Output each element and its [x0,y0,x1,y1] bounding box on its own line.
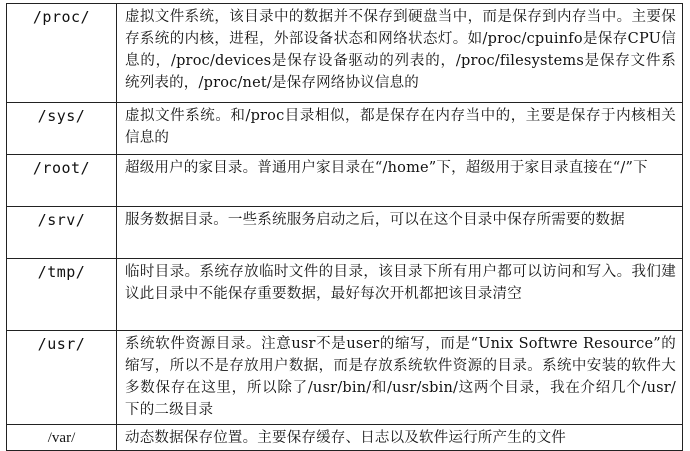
directory-path-cell: /sys/ [7,103,117,155]
table-row [7,155,683,207]
directory-path-cell: /tmp/ [7,259,117,331]
directory-description-cell: 虚拟文件系统，该目录中的数据并不保存到硬盘当中，而是保存到内存当中。主要保存系统的内核，进程，外部设备状态和网络状态灯。如/proc/cpuinfo是保存CPU信息的，/proc/devices是保存设备驱动的列表的，/proc/filesystems是保存文件系统列表的，/proc/net/是保存网络协议信息的 [117,4,683,103]
linux-directory-table [6,3,683,451]
table-row [7,207,683,259]
table-row [7,4,683,103]
directory-description-cell: 系统软件资源目录。注意usr不是user的缩写，而是“Unix Softwre Resource”的缩写，所以不是存放用户数据，而是存放系统软件资源的目录。系统中安装的软件大多数保存在这里，所以除了/usr/bin/和/usr/sbin/这两个目录，我在介绍几个/usr/下的二级目录 [117,331,683,425]
directory-path-cell: /srv/ [7,207,117,259]
table-row [7,331,683,425]
directory-table-container [6,3,682,451]
directory-path-cell: /root/ [7,155,117,207]
directory-path-cell: /var/ [7,425,117,451]
directory-description-cell: 动态数据保存位置。主要保存缓存、日志以及软件运行所产生的文件 [117,425,683,451]
directory-description-cell: 超级用户的家目录。普通用户家目录在“/home”下，超级用于家目录直接在“/”下 [117,155,683,207]
table-row [7,103,683,155]
directory-description-cell: 临时目录。系统存放临时文件的目录，该目录下所有用户都可以访问和写入。我们建议此目录中不能保存重要数据，最好每次开机都把该目录清空 [117,259,683,331]
directory-path-cell: /proc/ [7,4,117,103]
table-row [7,259,683,331]
table-row [7,425,683,451]
directory-description-cell: 服务数据目录。一些系统服务启动之后，可以在这个目录中保存所需要的数据 [117,207,683,259]
directory-path-cell: /usr/ [7,331,117,425]
directory-description-cell: 虚拟文件系统。和/proc目录相似，都是保存在内存当中的，主要是保存于内核相关信息的 [117,103,683,155]
